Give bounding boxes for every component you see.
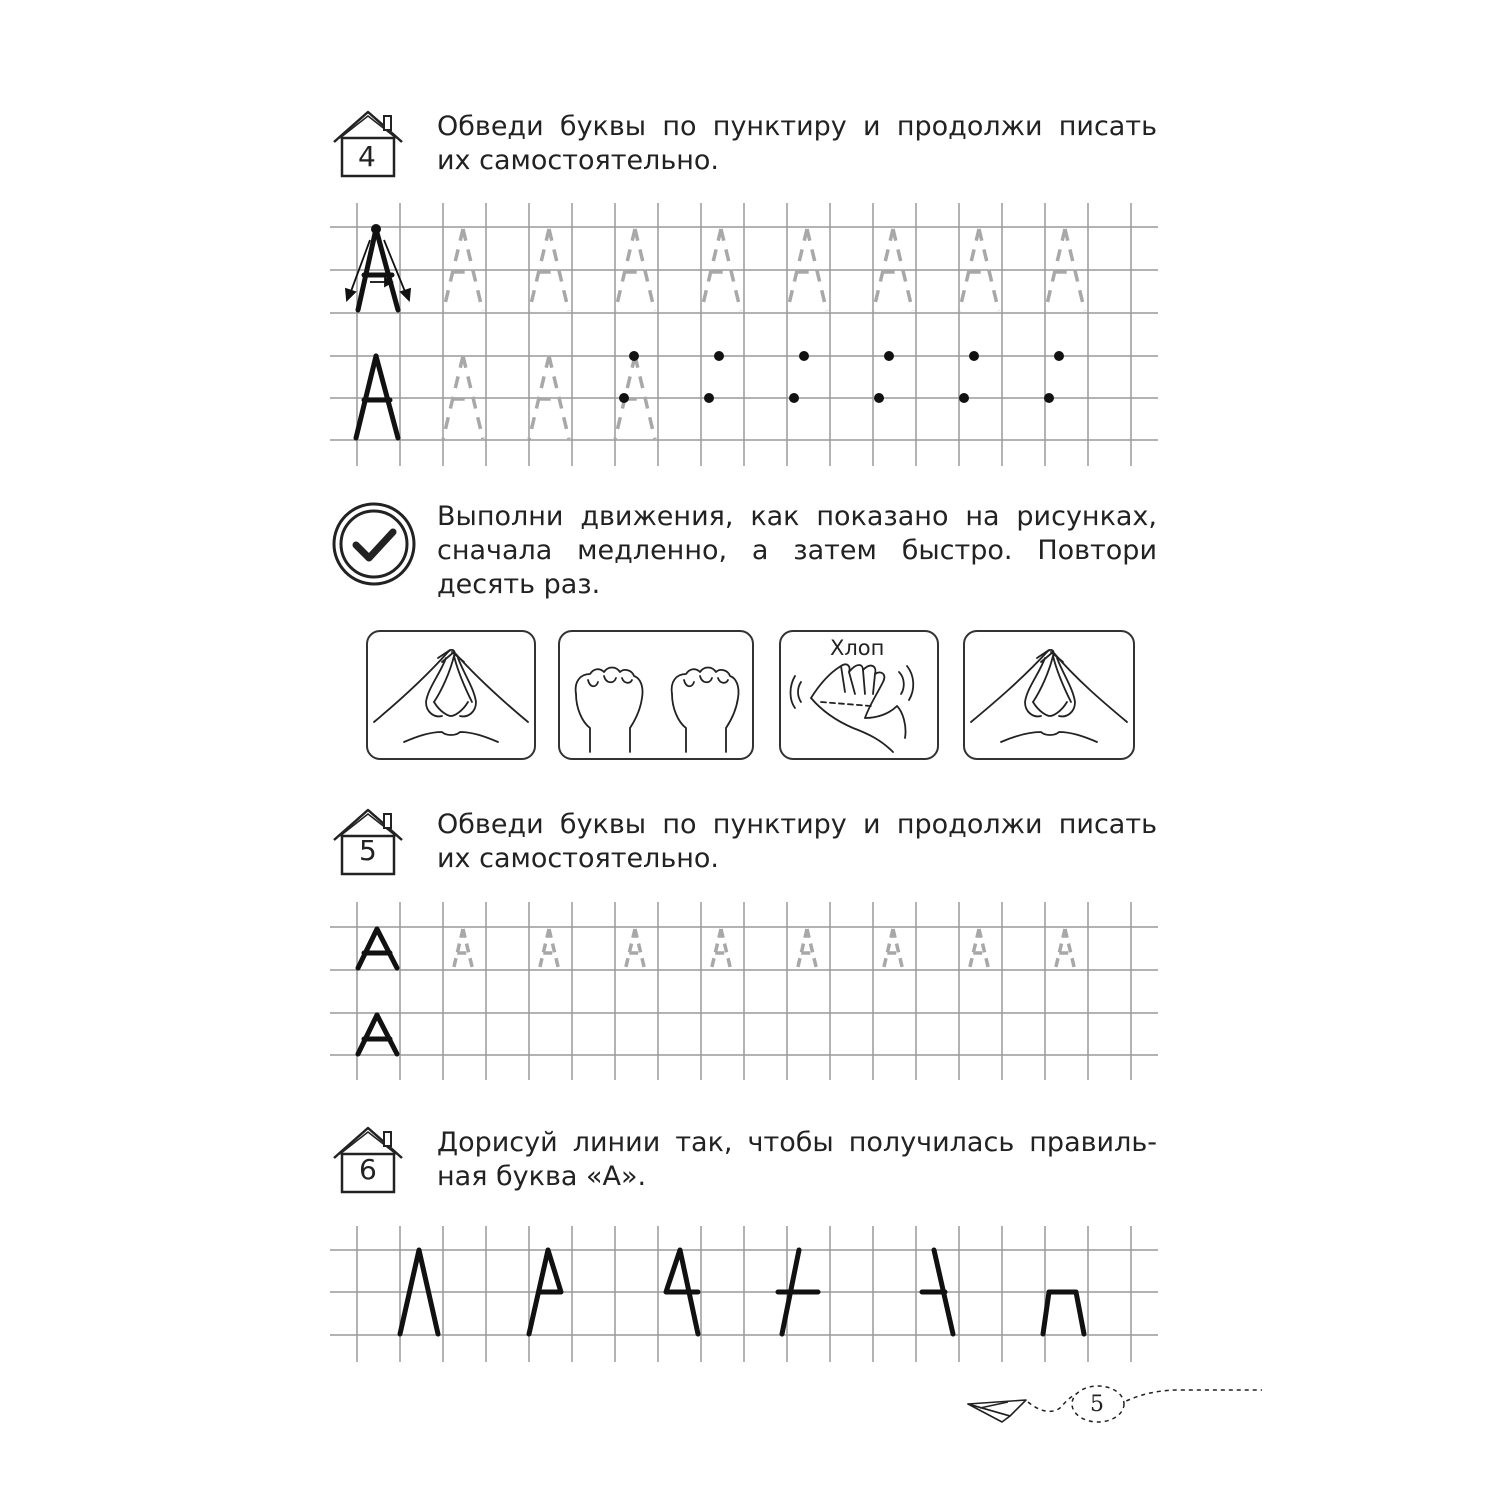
instruction-line: десять раз. bbox=[437, 569, 601, 600]
instruction-line: их самостоятельно. bbox=[437, 145, 719, 176]
task-number: 5 bbox=[359, 834, 377, 867]
instruction-line: ная буква «А». bbox=[437, 1161, 647, 1192]
instruction-line: их самостоятельно. bbox=[437, 843, 719, 874]
incomplete-letter bbox=[778, 1250, 818, 1334]
instruction-line: Выполни движения, как показано на рисунках, bbox=[437, 501, 1157, 532]
instruction-line: Обведи буквы по пунктиру и продолжи писать bbox=[437, 111, 1157, 142]
incomplete-letter bbox=[1043, 1292, 1084, 1334]
task-number: 6 bbox=[359, 1153, 377, 1186]
clap-label: Хлоп bbox=[830, 636, 885, 660]
page-number: 5 bbox=[1090, 1392, 1104, 1417]
instruction-line: Обведи буквы по пунктиру и продолжи писать bbox=[437, 809, 1157, 840]
incomplete-letter bbox=[666, 1250, 698, 1334]
task-number: 4 bbox=[358, 140, 376, 173]
instruction-line: Дорисуй линии так, чтобы получилась правиль- bbox=[437, 1127, 1157, 1158]
instruction-line: сначала медленно, а затем быстро. Повтори bbox=[437, 535, 1157, 566]
paper-plane-icon bbox=[960, 1376, 1270, 1436]
